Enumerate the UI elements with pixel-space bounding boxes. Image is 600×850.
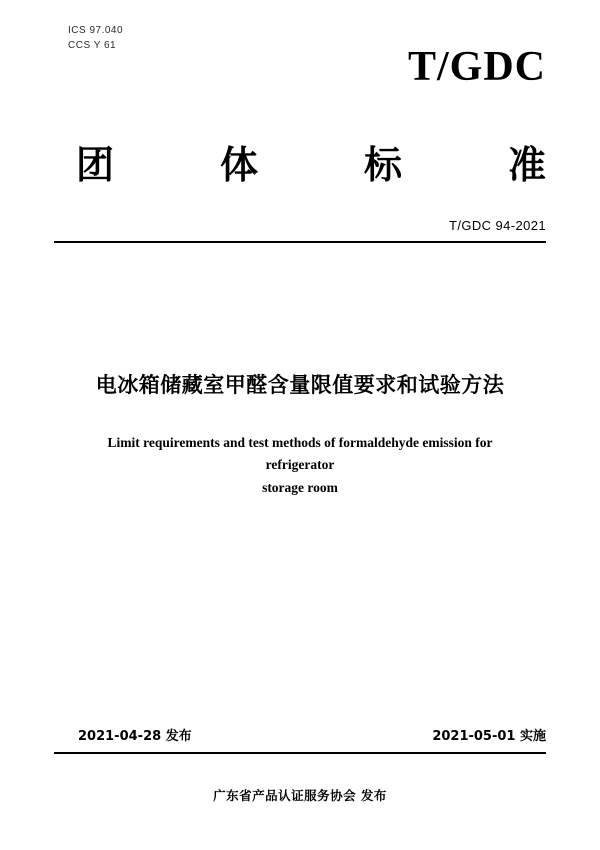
banner-char-2: 体 (219, 143, 258, 187)
issue-date: 2021-04-28 发布 (78, 729, 192, 744)
tgdc-logo: T/GDC (407, 44, 546, 90)
standard-number: T/GDC 94-2021 (449, 218, 546, 233)
footer-divider (54, 752, 546, 754)
ics-code: ICS 97.040 (68, 25, 124, 36)
title-chinese: 电冰箱储藏室甲醛含量限值要求和试验方法 (95, 373, 505, 397)
banner-char-3: 标 (363, 143, 402, 187)
date-row (78, 725, 546, 744)
banner-group-standard (76, 143, 546, 187)
header-divider (54, 241, 546, 243)
implement-date: 2021-05-01 实施 (432, 729, 546, 744)
banner-char-1: 团 (76, 143, 115, 187)
classification-codes (68, 24, 123, 53)
title-english-line1: Limit requirements and test methods of formaldehyde emission for refrigerator (107, 435, 493, 473)
title-english-line2: storage room (262, 479, 338, 495)
publisher-line: 广东省产品认证服务协会 发布 (213, 788, 387, 803)
title-english (78, 432, 522, 499)
banner-char-4: 准 (507, 143, 546, 187)
ccs-code: CCS Y 61 (68, 39, 117, 51)
